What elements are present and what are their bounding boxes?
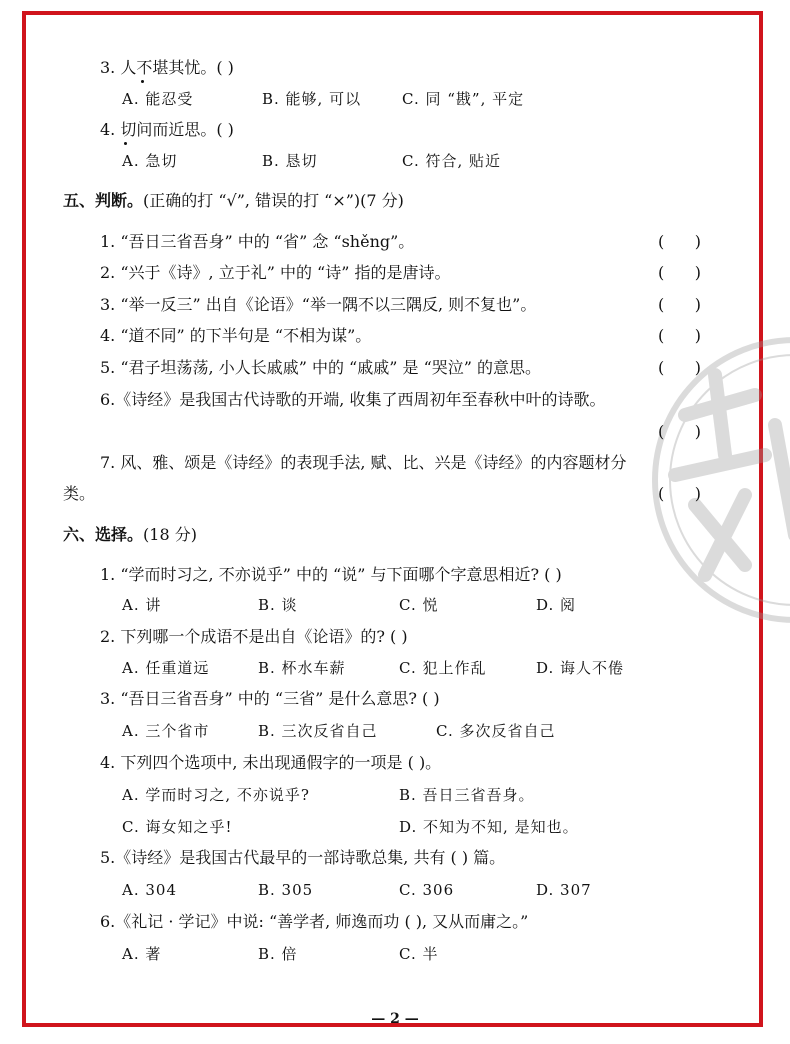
answer-blank[interactable]: ( ) [658,358,701,377]
judgement-item-continued: 类。 [63,484,96,503]
judgement-item: 1. “吾日三省吾身” 中的 “省” 念 “shěng”。 [100,232,415,251]
answer-blank[interactable]: ( ) [658,232,701,251]
option-c: C. 同 “戡”, 平定 [402,90,525,108]
judgement-item: 3. “举一反三” 出自《论语》“举一隅不以三隅反, 则不复也”。 [100,295,537,314]
option-b: B. 谈 [258,596,298,614]
section-title: 六、选择。 [63,525,144,544]
judgement-item: 7. 风、雅、颂是《诗经》的表现手法, 赋、比、兴是《诗经》的内容题材分 [100,453,627,472]
option-b: B. 三次反省自己 [258,722,378,740]
emphasis-dot [124,142,127,145]
question-stem: 4. 切问而近思。( ) [100,120,234,139]
option-a: A. 三个省市 [122,722,210,740]
option-c: C. 306 [399,881,455,899]
answer-blank[interactable]: ( ) [658,484,701,503]
section-score: (18 分) [143,525,197,544]
judgement-item: 6.《诗经》是我国古代诗歌的开端, 收集了西周初年至春秋中叶的诗歌。 [100,390,606,409]
option-a: A. 任重道远 [122,659,210,677]
option-b: B. 吾日三省吾身。 [399,786,535,804]
question-stem: 3. “吾日三省吾身” 中的 “三省” 是什么意思? ( ) [100,689,440,708]
option-c: C. 符合, 贴近 [402,152,502,170]
option-d: D. 诲人不倦 [536,659,625,677]
option-a: A. 急切 [122,152,178,170]
option-c: C. 半 [399,945,439,963]
judgement-item: 2. “兴于《诗》, 立于礼” 中的 “诗” 指的是唐诗。 [100,263,451,282]
page-number: — 2 — [371,1011,419,1027]
emphasis-dot [141,80,144,83]
option-c: C. 悦 [399,596,439,614]
option-a: A. 讲 [122,596,162,614]
seal-stamp-watermark [645,335,790,625]
option-c: C. 犯上作乱 [399,659,487,677]
question-stem: 4. 下列四个选项中, 未出现通假字的一项是 ( )。 [100,753,442,772]
option-c: C. 诲女知之乎! [122,818,233,836]
option-a: A. 304 [122,881,177,899]
section-heading [63,525,197,545]
option-a: A. 学而时习之, 不亦说乎? [122,786,310,804]
option-b: B. 恳切 [262,152,318,170]
option-b: B. 305 [258,881,314,899]
question-stem: 6.《礼记 · 学记》中说: “善学者, 师逸而功 ( ), 又从而庸之。” [100,912,529,931]
answer-blank[interactable]: ( ) [658,263,701,282]
option-d: D. 阅 [536,596,577,614]
section-heading [63,191,404,211]
option-a: A. 能忍受 [122,90,194,108]
question-stem: 3. 人不堪其忧。( ) [100,58,234,77]
judgement-item: 5. “君子坦荡荡, 小人长戚戚” 中的 “戚戚” 是 “哭泣” 的意思。 [100,358,542,377]
option-d: D. 307 [536,881,592,899]
section-instruction: (正确的打 “√”, 错误的打 “×”)(7 分) [143,191,404,210]
judgement-item: 4. “道不同” 的下半句是 “不相为谋”。 [100,326,372,345]
option-b: B. 倍 [258,945,298,963]
answer-blank[interactable]: ( ) [658,326,701,345]
answer-blank[interactable]: ( ) [658,295,701,314]
question-stem: 5.《诗经》是我国古代最早的一部诗歌总集, 共有 ( ) 篇。 [100,848,506,867]
option-a: A. 著 [122,945,162,963]
question-stem: 2. 下列哪一个成语不是出自《论语》的? ( ) [100,627,408,646]
option-d: D. 不知为不知, 是知也。 [399,818,579,836]
answer-blank[interactable]: ( ) [658,422,701,441]
question-stem: 1. “学而时习之, 不亦说乎” 中的 “说” 与下面哪个字意思相近? ( ) [100,565,562,584]
option-b: B. 杯水车薪 [258,659,346,677]
section-title: 五、判断。 [63,191,144,210]
option-c: C. 多次反省自己 [436,722,556,740]
option-b: B. 能够, 可以 [262,90,362,108]
